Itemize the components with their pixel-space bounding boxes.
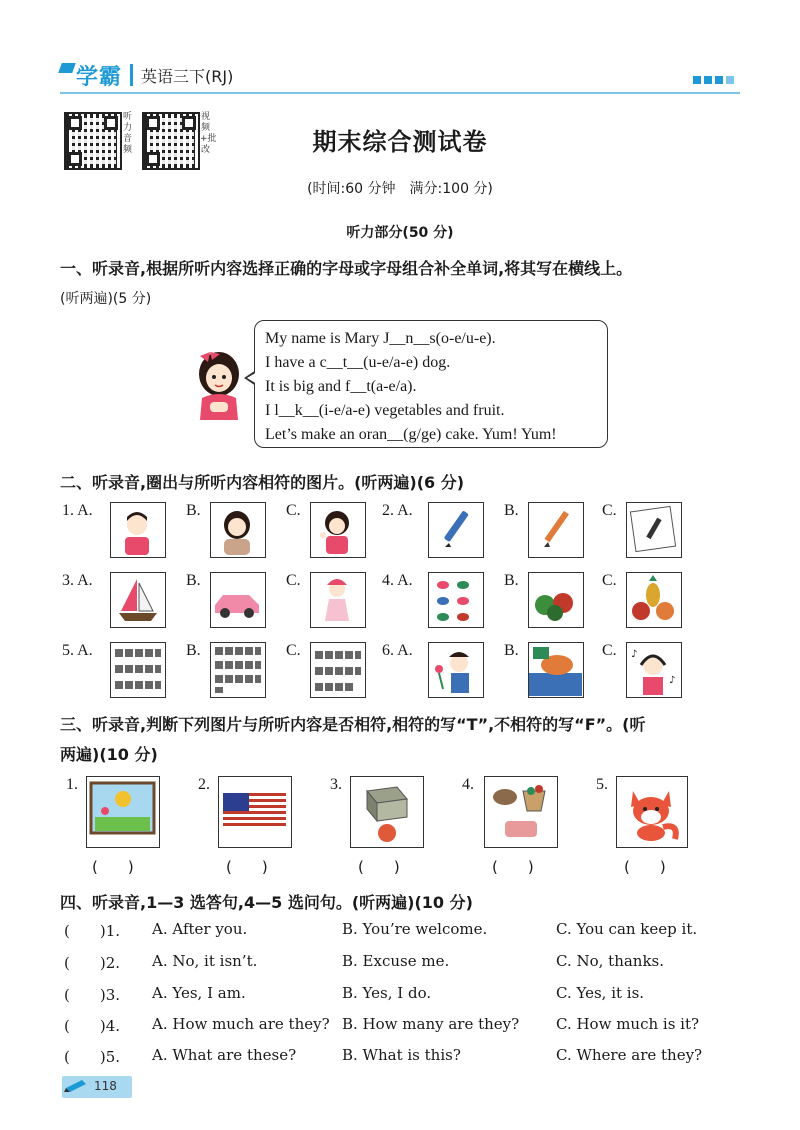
choice-a[interactable]: A. No, it isn’t. bbox=[152, 952, 258, 970]
header-divider bbox=[60, 92, 740, 94]
pen-icon[interactable] bbox=[428, 502, 484, 558]
question-number[interactable]: ( )2. bbox=[64, 954, 121, 972]
section1-heading: 一、听录音,根据所听内容选择正确的字母或字母组合补全单词,将其写在横线上。 bbox=[60, 259, 633, 278]
smelling-flower-icon[interactable] bbox=[428, 642, 484, 698]
choice-c[interactable]: C. How much is it? bbox=[556, 1015, 700, 1033]
option-letter: B. bbox=[186, 572, 201, 589]
option-letter: B. bbox=[186, 642, 201, 659]
sun-painting-icon[interactable] bbox=[86, 776, 160, 848]
doll-icon[interactable] bbox=[310, 572, 366, 628]
choice-b[interactable]: B. You’re welcome. bbox=[342, 920, 488, 938]
choice-a[interactable]: A. How much are they? bbox=[152, 1015, 330, 1033]
option-number: 3. A. bbox=[62, 572, 93, 589]
bubble-line: My name is Mary J__n__s(o-e/u-e). bbox=[265, 330, 496, 347]
option-letter: C. bbox=[286, 502, 301, 519]
us-flag-icon[interactable] bbox=[218, 776, 292, 848]
exam-info: (时间:60 分钟 满分:100 分) bbox=[307, 181, 493, 197]
boy-icon[interactable] bbox=[110, 502, 166, 558]
vegetables-icon[interactable] bbox=[528, 572, 584, 628]
page-number: 118 bbox=[94, 1079, 117, 1093]
candies-icon[interactable] bbox=[428, 572, 484, 628]
option-letter: B. bbox=[504, 502, 519, 519]
option-letter: C. bbox=[286, 572, 301, 589]
speech-bubble bbox=[254, 320, 608, 448]
answer-blank-3[interactable]: ( ) bbox=[358, 858, 400, 876]
question-number[interactable]: ( )1. bbox=[64, 922, 121, 940]
option-letter: C. bbox=[602, 572, 617, 589]
section1-note: (听两遍)(5 分) bbox=[60, 291, 152, 307]
option-letter: B. bbox=[504, 642, 519, 659]
marker-icon[interactable] bbox=[626, 502, 682, 558]
section4-heading: 四、听录音,1—3 选答句,4—5 选问句。(听两遍)(10 分) bbox=[60, 893, 473, 912]
girl-character-icon bbox=[196, 348, 242, 420]
logo-text: 学霸 bbox=[76, 64, 123, 90]
qr-label-video: 视频+批改 bbox=[200, 112, 217, 155]
item-number: 1. bbox=[66, 776, 78, 793]
sleeping-cat-icon[interactable] bbox=[528, 642, 584, 698]
option-letter: C. bbox=[602, 642, 617, 659]
item-number: 5. bbox=[596, 776, 608, 793]
question-number[interactable]: ( )3. bbox=[64, 986, 121, 1004]
option-number: 4. A. bbox=[382, 572, 413, 589]
cats-16-icon[interactable] bbox=[210, 642, 266, 698]
svg-text:♪: ♪ bbox=[669, 675, 676, 686]
header-logo bbox=[60, 58, 233, 92]
girl-icon[interactable] bbox=[310, 502, 366, 558]
section2-heading: 二、听录音,圈出与所听内容相符的图片。(听两遍)(6 分) bbox=[60, 473, 465, 492]
header-decoration bbox=[693, 76, 734, 84]
page-title: 期末综合测试卷 bbox=[312, 128, 488, 156]
choice-b[interactable]: B. What is this? bbox=[342, 1046, 461, 1064]
gift-box-ball-icon[interactable] bbox=[350, 776, 424, 848]
logo-separator bbox=[130, 64, 133, 86]
answer-blank-1[interactable]: ( ) bbox=[92, 858, 134, 876]
pencil-icon bbox=[64, 1078, 90, 1092]
fox-icon[interactable] bbox=[616, 776, 688, 848]
item-number: 2. bbox=[198, 776, 210, 793]
option-number: 5. A. bbox=[62, 642, 93, 659]
book-title: 英语三下(RJ) bbox=[141, 66, 234, 86]
answer-blank-4[interactable]: ( ) bbox=[492, 858, 534, 876]
item-number: 4. bbox=[462, 776, 474, 793]
bubble-line: Let’s make an oran__(g/ge) cake. Yum! Yum! bbox=[265, 426, 557, 443]
option-letter: C. bbox=[286, 642, 301, 659]
cats-14-icon[interactable] bbox=[310, 642, 366, 698]
choice-a[interactable]: A. After you. bbox=[152, 920, 248, 938]
fruits-icon[interactable] bbox=[626, 572, 682, 628]
woman-icon[interactable] bbox=[210, 502, 266, 558]
choice-c[interactable]: C. No, thanks. bbox=[556, 952, 665, 970]
listening-music-icon[interactable] bbox=[626, 642, 682, 698]
question-number[interactable]: ( )4. bbox=[64, 1017, 121, 1035]
bubble-line: I have a c__t__(u-e/a-e) dog. bbox=[265, 354, 451, 371]
option-number: 1. A. bbox=[62, 502, 93, 519]
choice-a[interactable]: A. What are these? bbox=[152, 1046, 297, 1064]
option-letter: C. bbox=[602, 502, 617, 519]
item-number: 3. bbox=[330, 776, 342, 793]
choice-c[interactable]: C. Where are they? bbox=[556, 1046, 703, 1064]
boat-icon[interactable] bbox=[110, 572, 166, 628]
option-letter: B. bbox=[504, 572, 519, 589]
choice-b[interactable]: B. Excuse me. bbox=[342, 952, 450, 970]
answer-blank-2[interactable]: ( ) bbox=[226, 858, 268, 876]
pencil-icon[interactable] bbox=[528, 502, 584, 558]
car-icon[interactable] bbox=[210, 572, 266, 628]
section3-heading: 三、听录音,判断下列图片与所听内容是否相符,相符的写“T”,不相符的写“F”。(听 bbox=[60, 715, 646, 734]
part-title: 听力部分(50 分) bbox=[346, 225, 454, 241]
question-number[interactable]: ( )5. bbox=[64, 1048, 121, 1066]
choice-b[interactable]: B. Yes, I do. bbox=[342, 984, 432, 1002]
svg-text:♪: ♪ bbox=[631, 649, 638, 660]
answer-blank-5[interactable]: ( ) bbox=[624, 858, 666, 876]
section3-heading-cont: 两遍)(10 分) bbox=[60, 745, 158, 764]
graduation-cap-icon bbox=[58, 63, 76, 73]
choice-c[interactable]: C. You can keep it. bbox=[556, 920, 698, 938]
bubble-line: It is big and f__t(a-e/a). bbox=[265, 378, 417, 395]
choice-a[interactable]: A. Yes, I am. bbox=[152, 984, 246, 1002]
option-letter: B. bbox=[186, 502, 201, 519]
choice-b[interactable]: B. How many are they? bbox=[342, 1015, 520, 1033]
food-basket-icon[interactable] bbox=[484, 776, 558, 848]
bubble-line: I l__k__(i-e/a-e) vegetables and fruit. bbox=[265, 402, 505, 419]
option-number: 2. A. bbox=[382, 502, 413, 519]
choice-c[interactable]: C. Yes, it is. bbox=[556, 984, 645, 1002]
cats-15-icon[interactable] bbox=[110, 642, 166, 698]
qr-label-audio: 听力音频 bbox=[122, 112, 132, 155]
option-number: 6. A. bbox=[382, 642, 413, 659]
